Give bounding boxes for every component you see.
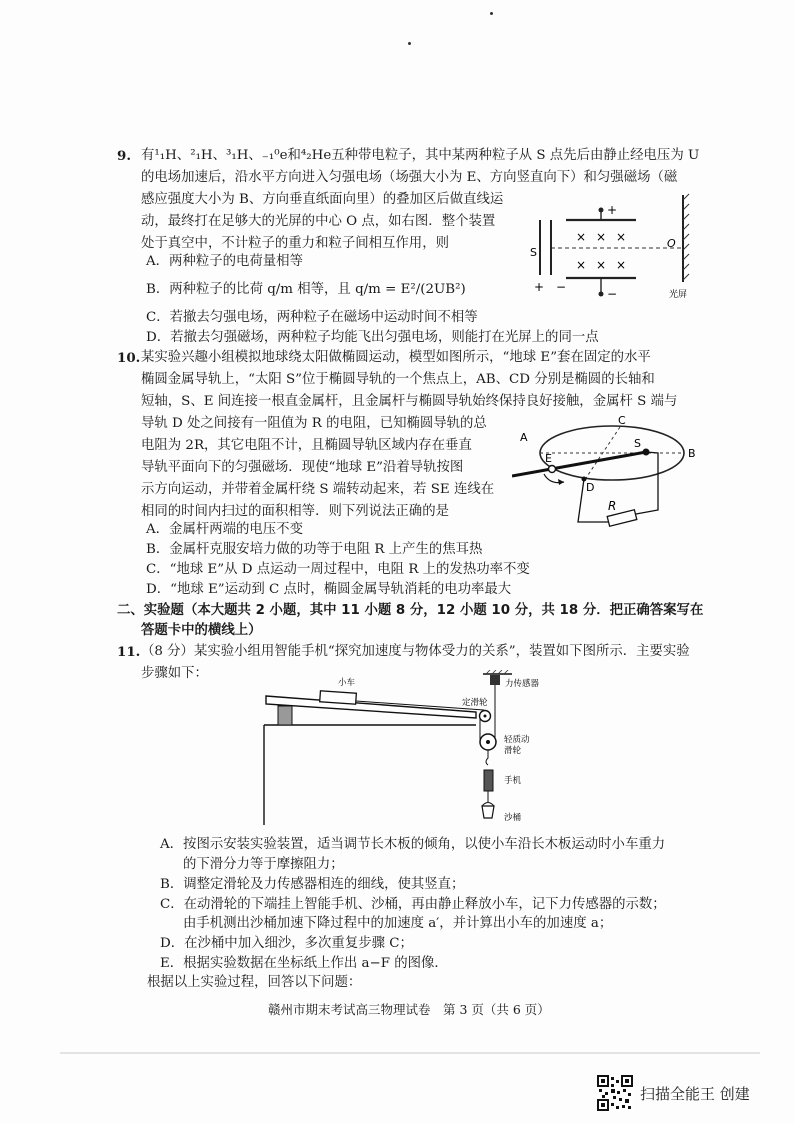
phone-label: 手机 xyxy=(504,776,522,786)
q11-step-c-cont: 由手机测出沙桶加速下降过程中的加速度 a′，并计算出小车的加速度 a； xyxy=(183,916,613,931)
magnetic-field-cross: × xyxy=(616,230,627,244)
q10-line-3: 短轴，S、E 间连接一根直金属杆，且金属杆与椭圆导轨始终保持良好接触，金属杆 S 端与 xyxy=(141,394,678,409)
q11-step-d: D．在沙桶中加入细沙，多次重复步骤 C； xyxy=(160,936,413,951)
movable-pulley-label: 轻质动 xyxy=(504,735,530,745)
q10-line-2: 椭圆金属导轨上，“太阳 S”位于椭圆导轨的一个焦点上，AB、CD 分别是椭圆的长轴和 xyxy=(141,372,655,387)
scan-speck xyxy=(490,12,493,15)
sand-bucket xyxy=(482,806,494,818)
q11-apparatus-figure xyxy=(258,670,548,832)
q10-line-4: 导轨 D 处之间接有一阻值为 R 的电阻，已知椭圆导轨的总 xyxy=(141,416,487,431)
upper-plus: + xyxy=(607,203,618,217)
bucket-label: 沙桶 xyxy=(504,813,522,823)
q10-figure xyxy=(512,410,702,532)
q11-line-2: 步骤如下： xyxy=(141,666,208,681)
question-number: 9. xyxy=(117,148,131,164)
question-number: 10. xyxy=(117,350,141,366)
magnetic-field-cross: × xyxy=(616,258,627,272)
q11-step-c: C．在动滑轮的下端挂上智能手机、沙桶，再由静止释放小车，记下力传感器的示数； xyxy=(160,897,666,912)
minus-label: − xyxy=(556,280,567,294)
q11-step-a-cont: 的下滑分力等于摩擦阻力； xyxy=(183,857,344,872)
d-label: D xyxy=(586,481,595,494)
section-heading: 二、实验题（本大题共 2 小题，其中 11 小题 8 分，12 小题 10 分，共 18 分．把正确答案写在 xyxy=(117,603,704,618)
q10-line-8: 相同的时间内扫过的面积相等．则下列说法正确的是 xyxy=(141,504,449,519)
earth-e xyxy=(549,466,556,473)
q9-option-d: D．若撤去匀强磁场，两种粒子均能飞出匀强电场，则能打在光屏上的同一点 xyxy=(146,330,599,345)
q11-line-1: （8 分）某实验小组用智能手机“探究加速度与物体受力的关系”，装置如下图所示．主要实验 xyxy=(141,644,690,659)
q9-option-b: B．两种粒子的比荷 q/m 相等，且 q/m = E²/(2UB²) xyxy=(146,282,466,297)
lower-minus: − xyxy=(607,287,618,301)
r-label: R xyxy=(608,499,617,513)
q9-line-3: 感应强度大小为 B、方向垂直纸面向里）的叠加区后做直线运 xyxy=(141,192,504,207)
q10-line-6: 导轨平面向下的匀强磁场．现使“地球 E”沿着导轨按图 xyxy=(141,460,464,475)
s-label: S xyxy=(530,246,537,259)
q9-line-2: 的电场加速后，沿水平方向进入匀强电场（场强大小为 E、方向竖直向下）和匀强磁场（磁 xyxy=(141,170,678,185)
q9-option-c: C．若撤去匀强电场，两种粒子在磁场中运动时间不相等 xyxy=(146,310,478,325)
q9-line-5: 处于真空中，不计粒子的重力和粒子间相互作用，则 xyxy=(141,236,449,251)
e-label: E xyxy=(545,452,552,465)
q11-closing: 根据以上实验过程，回答以下问题： xyxy=(147,975,362,990)
question-number: 11. xyxy=(117,644,141,660)
q11-step-e: E．根据实验数据在坐标纸上作出 a−F 的图像． xyxy=(160,956,448,971)
magnetic-field-cross: × xyxy=(596,230,607,244)
magnetic-field-cross: × xyxy=(576,258,587,272)
magnetic-field-cross: × xyxy=(596,258,607,272)
circuit-wire xyxy=(636,452,658,514)
q9-option-a: A．两种粒子的电荷量相等 xyxy=(146,254,303,269)
fixed-pulley-label: 定滑轮 xyxy=(462,698,488,708)
movable-pulley-label-2: 滑轮 xyxy=(504,746,522,756)
screen-label: 光屏 xyxy=(669,290,688,300)
cart xyxy=(320,691,357,704)
q10-option-d: D．“地球 E”运动到 C 点时，椭圆金属导轨消耗的电功率最大 xyxy=(146,582,512,597)
metal-rod xyxy=(512,452,646,476)
smart-phone xyxy=(484,770,493,791)
watermark-text: 扫描全能王 创建 xyxy=(640,1085,750,1103)
c-label: C xyxy=(618,414,626,427)
q10-option-c: C．“地球 E”从 D 点运动一周过程中，电阻 R 上的发热功率不变 xyxy=(146,562,530,577)
qr-code xyxy=(597,1075,633,1111)
q10-line-1: 某实验兴趣小组模拟地球绕太阳做椭圆运动，模型如图所示，“地球 E”套在固定的水平 xyxy=(141,350,651,365)
o-label: O xyxy=(667,237,676,250)
q10-line-5: 电阻为 2R，其它电阻不计，且椭圆导轨区域内存在垂直 xyxy=(141,438,472,453)
a-label: A xyxy=(520,431,528,444)
force-sensor xyxy=(490,675,500,685)
q10-line-7: 示方向运动，并带着金属杆绕 S 端转动起来，若 SE 连线在 xyxy=(141,482,495,497)
q10-option-a: A．金属杆两端的电压不变 xyxy=(146,522,303,537)
q9-figure xyxy=(528,190,698,312)
q11-step-a: A．按图示安装实验装置，适当调节长木板的倾角，以使小车沿长木板运动时小车重力 xyxy=(160,837,666,852)
magnetic-field-cross: × xyxy=(576,230,587,244)
scan-speck xyxy=(408,42,411,45)
scan-line xyxy=(60,1052,760,1054)
page-footer: 赣州市期末考试高三物理试卷 第 3 页（共 6 页） xyxy=(268,1002,550,1017)
hook xyxy=(486,750,488,765)
q9-line-4: 动，最终打在足够大的光屏的中心 O 点，如右图．整个装置 xyxy=(141,214,496,229)
force-sensor-label: 力传感器 xyxy=(505,679,540,689)
s-label: S xyxy=(634,437,641,450)
q11-step-b: B．调整定滑轮及力传感器相连的细线，使其竖直； xyxy=(160,877,465,892)
b-label: B xyxy=(688,447,696,460)
section-heading-cont: 答题卡中的横线上） xyxy=(141,623,262,638)
plus-label: + xyxy=(534,280,545,294)
support-block xyxy=(278,706,292,725)
q10-option-b: B．金属杆克服安培力做的功等于电阻 R 上产生的焦耳热 xyxy=(146,542,483,557)
cart-label: 小车 xyxy=(338,678,356,688)
q9-line-1: 有¹₁H、²₁H、³₁H、₋₁⁰e和⁴₂He五种带电粒子，其中某两种粒子从 S 点先后由静止经电压为 U xyxy=(141,148,700,163)
